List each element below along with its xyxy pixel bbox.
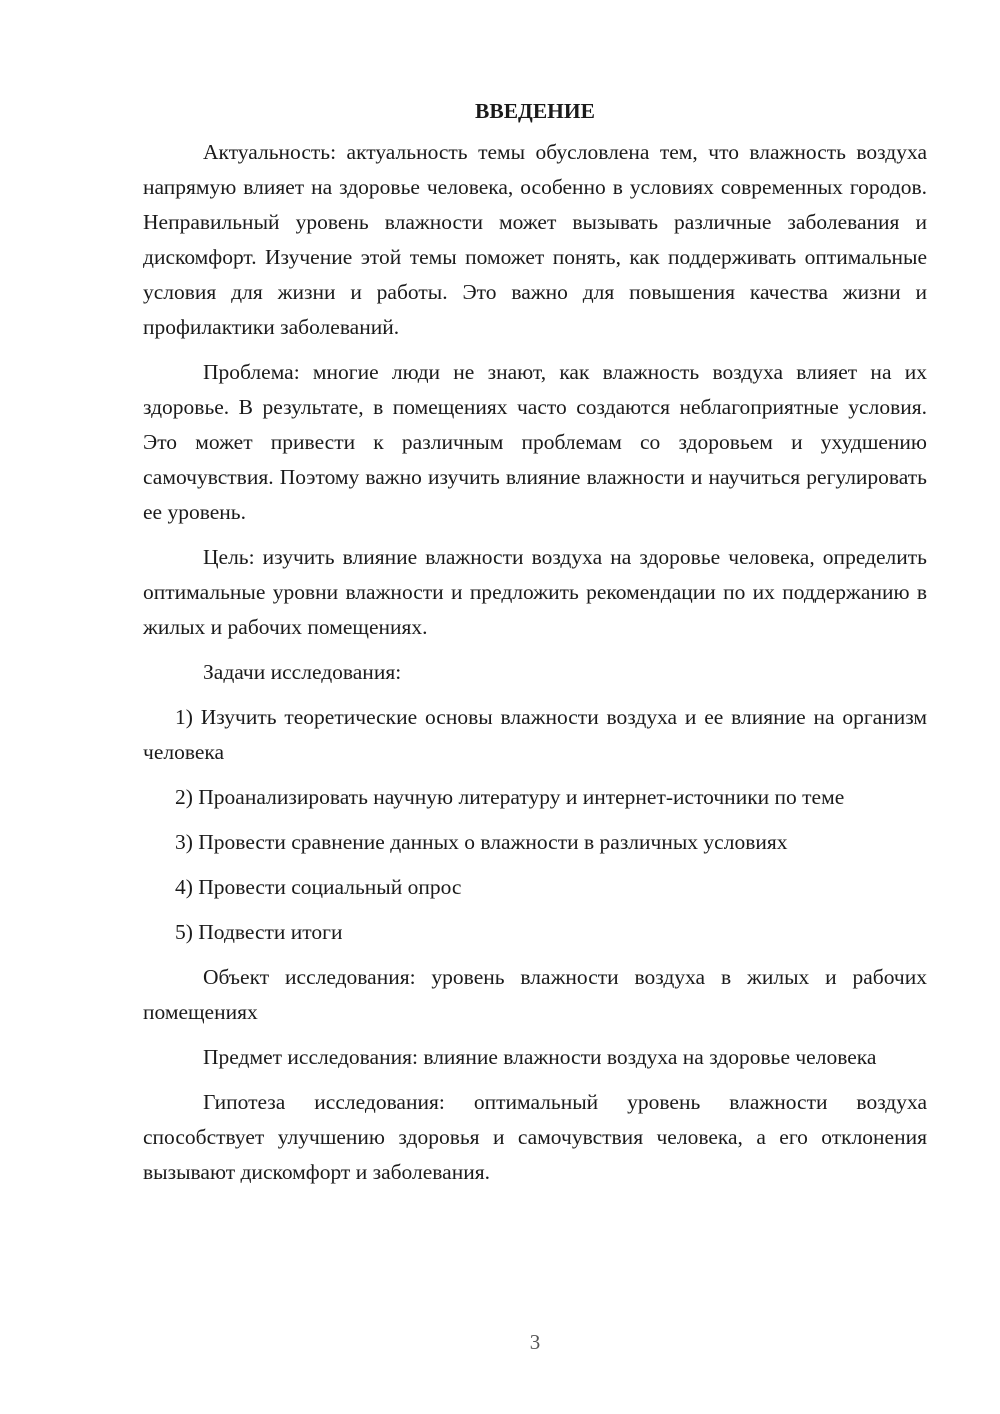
paragraph-goal: Цель: изучить влияние влажности воздуха на здоровье человека, определить оптимальные уровни влажности и предложить рекомендации по их поддержанию в жилых и рабочих помещениях. [143, 545, 927, 639]
page-number: 3 [529, 1330, 541, 1354]
paragraph-hypothesis: Гипотеза исследования: оптимальный уровень влажности воздуха способствует улучшению здоровья и самочувствия человека, а его отклонения вызывают дискомфорт и заболевания. [143, 1090, 927, 1184]
task-item-2: 2) Проанализировать научную литературу и интернет-источники по теме [175, 785, 845, 809]
task-item-5: 5) Подвести итоги [175, 920, 343, 944]
page-title: ВВЕДЕНИЕ [475, 99, 595, 123]
paragraph-problem: Проблема: многие люди не знают, как влажность воздуха влияет на их здоровье. В результате, в помещениях часто создаются неблагоприятные условия. Это может привести к различным проблемам со здоровьем и ухудшению самочувствия. Поэтому важно изучить влияние влажности и научиться регулировать ее уровень. [143, 360, 927, 524]
task-item-1: 1) Изучить теоретические основы влажности воздуха и ее влияние на организм человека [143, 705, 927, 764]
page-content [143, 94, 927, 1200]
paragraph-relevance: Актуальность: актуальность темы обусловлена тем, что влажность воздуха напрямую влияет на здоровье человека, особенно в условиях современных городов. Неправильный уровень влажности может вызывать различные заболевания и дискомфорт. Изучение этой темы поможет понять, как поддерживать оптимальные условия для жизни и работы. Это важно для повышения качества жизни и профилактики заболеваний. [143, 140, 927, 339]
paragraph-subject: Предмет исследования: влияние влажности воздуха на здоровье человека [203, 1045, 877, 1069]
tasks-heading: Задачи исследования: [203, 660, 402, 684]
paragraph-object: Объект исследования: уровень влажности воздуха в жилых и рабочих помещениях [143, 965, 927, 1024]
task-item-3: 3) Провести сравнение данных о влажности в различных условиях [175, 830, 788, 854]
task-item-4: 4) Провести социальный опрос [175, 875, 462, 899]
